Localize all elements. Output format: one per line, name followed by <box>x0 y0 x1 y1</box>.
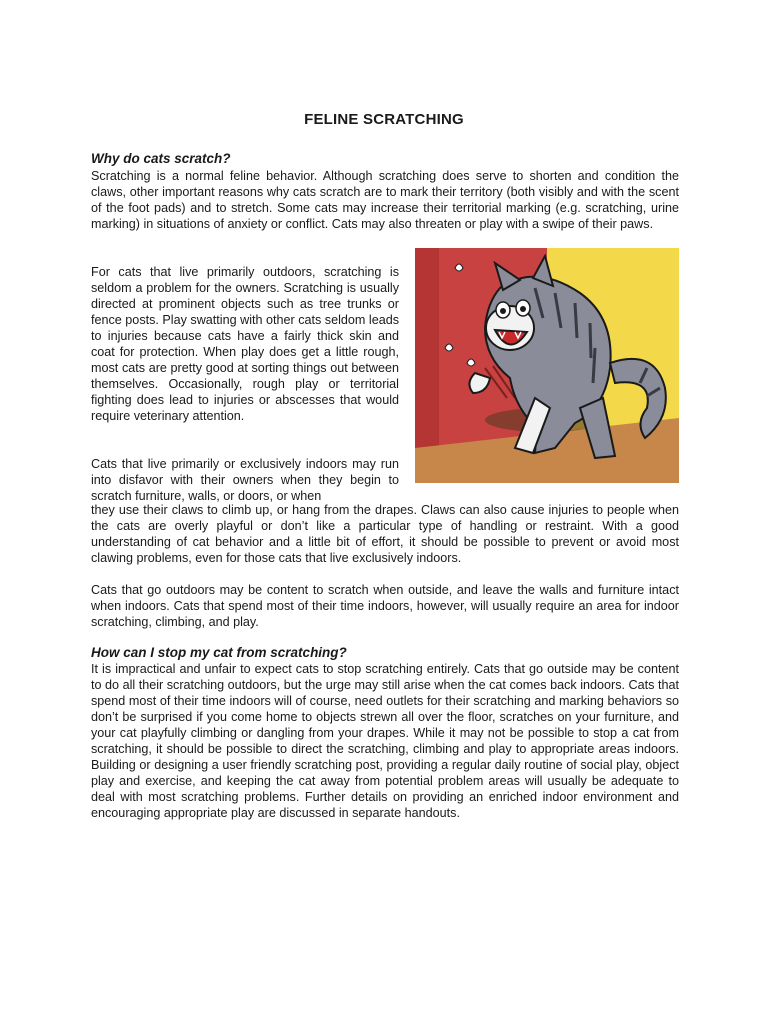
paragraph-stop-scratching: It is impractical and unfair to expect cats to stop scratching entirely. Cats that go outside may be content to do all their scratching outdoors, but the urge may still arise when the cat comes back indoors. Cats that spend most of their time indoors will of course, need outlets for their scratching and marking behaviors so don’t be surprised if you come home to objects strewn all over the floor, scratches on your furniture, and your cat playfully climbing or dangling from your drapes. While it may not be possible to stop a cat from scratching, it should be possible to direct the scratching, climbing and play to appropriate areas indoors. Building or designing a user friendly scratching post, providing a regular daily routine of social play, object play and exercise, and keeping the cat away from potential problem areas will usually be adequate to deal with most scratching problems. Further details on providing an enriched indoor environment and encouraging appropriate play are discussed in separate handouts. <box>91 662 679 820</box>
paragraph-indoor-cats-cont: they use their claws to climb up, or hang from the drapes. Claws can also cause injuries to people when the cats are overly playful or don’t like a particular type of handling or restraint. With a good understanding of cat behavior and a little bit of effort, it should be possible to prevent or avoid most clawing problems, even for those cats that live exclusively indoors. <box>91 503 679 565</box>
paragraph-indoor-cats-start: Cats that live primarily or exclusively indoors may run into disfavor with their owners when they begin to scratch furniture, walls, or doors, or when <box>91 457 399 503</box>
paragraph-intro: Scratching is a normal feline behavior. Although scratching does serve to shorten and condition the claws, other important reasons why cats scratch are to mark their territory (both visibly and with the scent of the foot pads) and to stretch. Some cats may increase their territorial marking (e.g. scratching, urine marking) in situations of anxiety or conflict. Cats may also threaten or play with a swipe of their paws. <box>91 169 679 231</box>
section-heading-why: Why do cats scratch? <box>91 151 231 166</box>
document-title: FELINE SCRATCHING <box>304 111 464 128</box>
paragraph-outdoor-content: Cats that go outdoors may be content to scratch when outside, and leave the walls and furniture intact when indoors. Cats that spend most of their time indoors, however, will usually require an area for indoor scratching, climbing, and play. <box>91 583 679 629</box>
paragraph-outdoor-cats: For cats that live primarily outdoors, scratching is seldom a problem for the owners. Scratching is usually directed at prominent objects such as tree trunks or fence posts. Play swatting with other cats seldom leads to injuries because cats have a fairly thick skin and coat for protection. When play does get a little rough, most cats are pretty good at sorting things out between themselves. Occasionally, rough play or territorial fighting does lead to injuries or abscesses that would require veterinary attention. <box>91 265 399 423</box>
scared-cat-scratching-illustration <box>415 248 679 483</box>
section-heading-how: How can I stop my cat from scratching? <box>91 645 347 660</box>
